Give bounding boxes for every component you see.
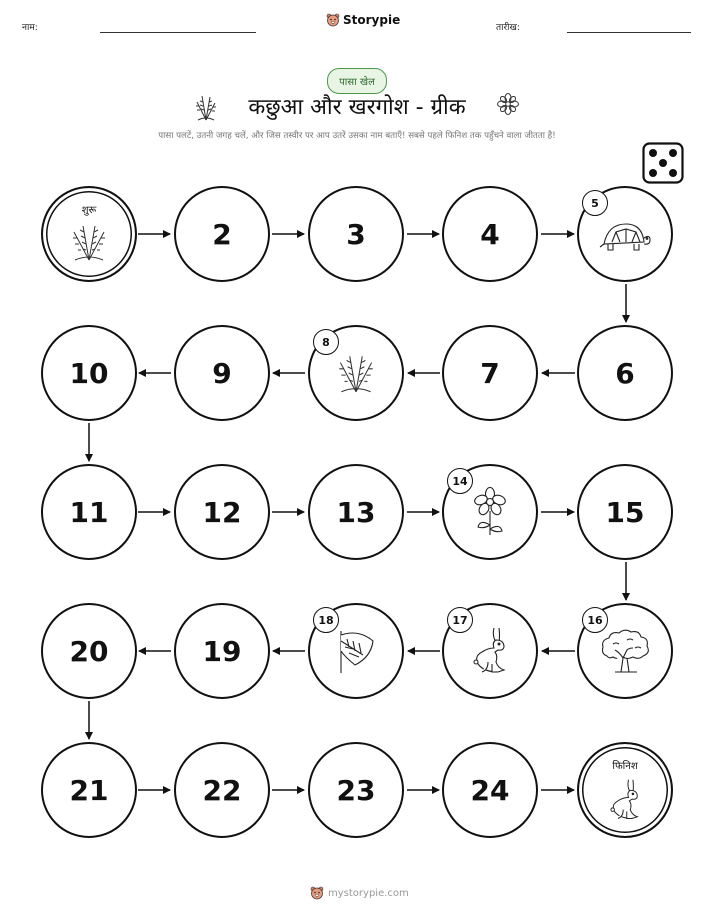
picture-space-number: 14 bbox=[447, 468, 473, 494]
rabbit-icon bbox=[605, 778, 645, 822]
space-number: 23 bbox=[336, 773, 376, 807]
board-space bbox=[577, 325, 673, 421]
start-space bbox=[41, 186, 137, 282]
leaf-flag-icon bbox=[333, 627, 379, 675]
date-label: तारीख: bbox=[496, 23, 520, 33]
board-space bbox=[41, 325, 137, 421]
space-number: 24 bbox=[470, 773, 510, 807]
board-space bbox=[442, 325, 538, 421]
footer-url: mystorypie.com bbox=[328, 887, 409, 899]
finish-space bbox=[577, 742, 673, 838]
board-space bbox=[577, 464, 673, 560]
space-number: 13 bbox=[336, 495, 376, 529]
board-space bbox=[174, 464, 270, 560]
board-space bbox=[174, 186, 270, 282]
board-space bbox=[308, 742, 404, 838]
footer bbox=[310, 886, 409, 900]
space-number: 4 bbox=[480, 217, 500, 251]
game-type-badge: पासा खेल bbox=[327, 68, 387, 94]
instructions: पासा पलटें, उतनी जगह चलें, और जिस तस्वीर पर आप उतरें उसका नाम बताएँ! सबसे पहले फिनिश तक पहुँचने वाला जीतता है! bbox=[158, 131, 556, 141]
fern-icon bbox=[332, 350, 380, 396]
picture-space-number: 8 bbox=[313, 329, 339, 355]
picture-space-number: 5 bbox=[582, 190, 608, 216]
picture-space-number: 17 bbox=[447, 607, 473, 633]
board-space bbox=[308, 186, 404, 282]
fern-icon bbox=[66, 220, 112, 264]
space-number: 21 bbox=[69, 773, 109, 807]
board-space bbox=[308, 464, 404, 560]
space-number: 22 bbox=[202, 773, 242, 807]
board-space bbox=[174, 742, 270, 838]
board-space bbox=[442, 186, 538, 282]
tortoise-icon bbox=[598, 220, 652, 254]
space-number: 20 bbox=[69, 634, 109, 668]
brand-name: Storypie bbox=[343, 13, 401, 27]
page-title: कछुआ और खरगोश - ग्रीक bbox=[248, 95, 466, 120]
space-number: 19 bbox=[202, 634, 242, 668]
space-number: 15 bbox=[605, 495, 645, 529]
board-space bbox=[41, 742, 137, 838]
space-number: 9 bbox=[212, 356, 232, 390]
space-number: 2 bbox=[212, 217, 232, 251]
flower-icon bbox=[470, 487, 510, 537]
storypie-bear-icon bbox=[310, 886, 324, 900]
space-number: 6 bbox=[615, 356, 635, 390]
space-number: 11 bbox=[69, 495, 109, 529]
space-number: 3 bbox=[346, 217, 366, 251]
rabbit-icon bbox=[468, 626, 512, 676]
finish-label: फिनिश bbox=[612, 761, 638, 772]
tree-icon bbox=[599, 628, 651, 674]
board-space bbox=[174, 325, 270, 421]
start-label: शुरू bbox=[81, 205, 97, 216]
board-space bbox=[41, 603, 137, 699]
space-number: 10 bbox=[69, 356, 109, 390]
space-number: 7 bbox=[480, 356, 500, 390]
board-space bbox=[442, 742, 538, 838]
board-space bbox=[174, 603, 270, 699]
name-label: नाम: bbox=[22, 23, 38, 33]
picture-space-number: 18 bbox=[313, 607, 339, 633]
picture-space-number: 16 bbox=[582, 607, 608, 633]
space-number: 12 bbox=[202, 495, 242, 529]
board-space bbox=[41, 464, 137, 560]
